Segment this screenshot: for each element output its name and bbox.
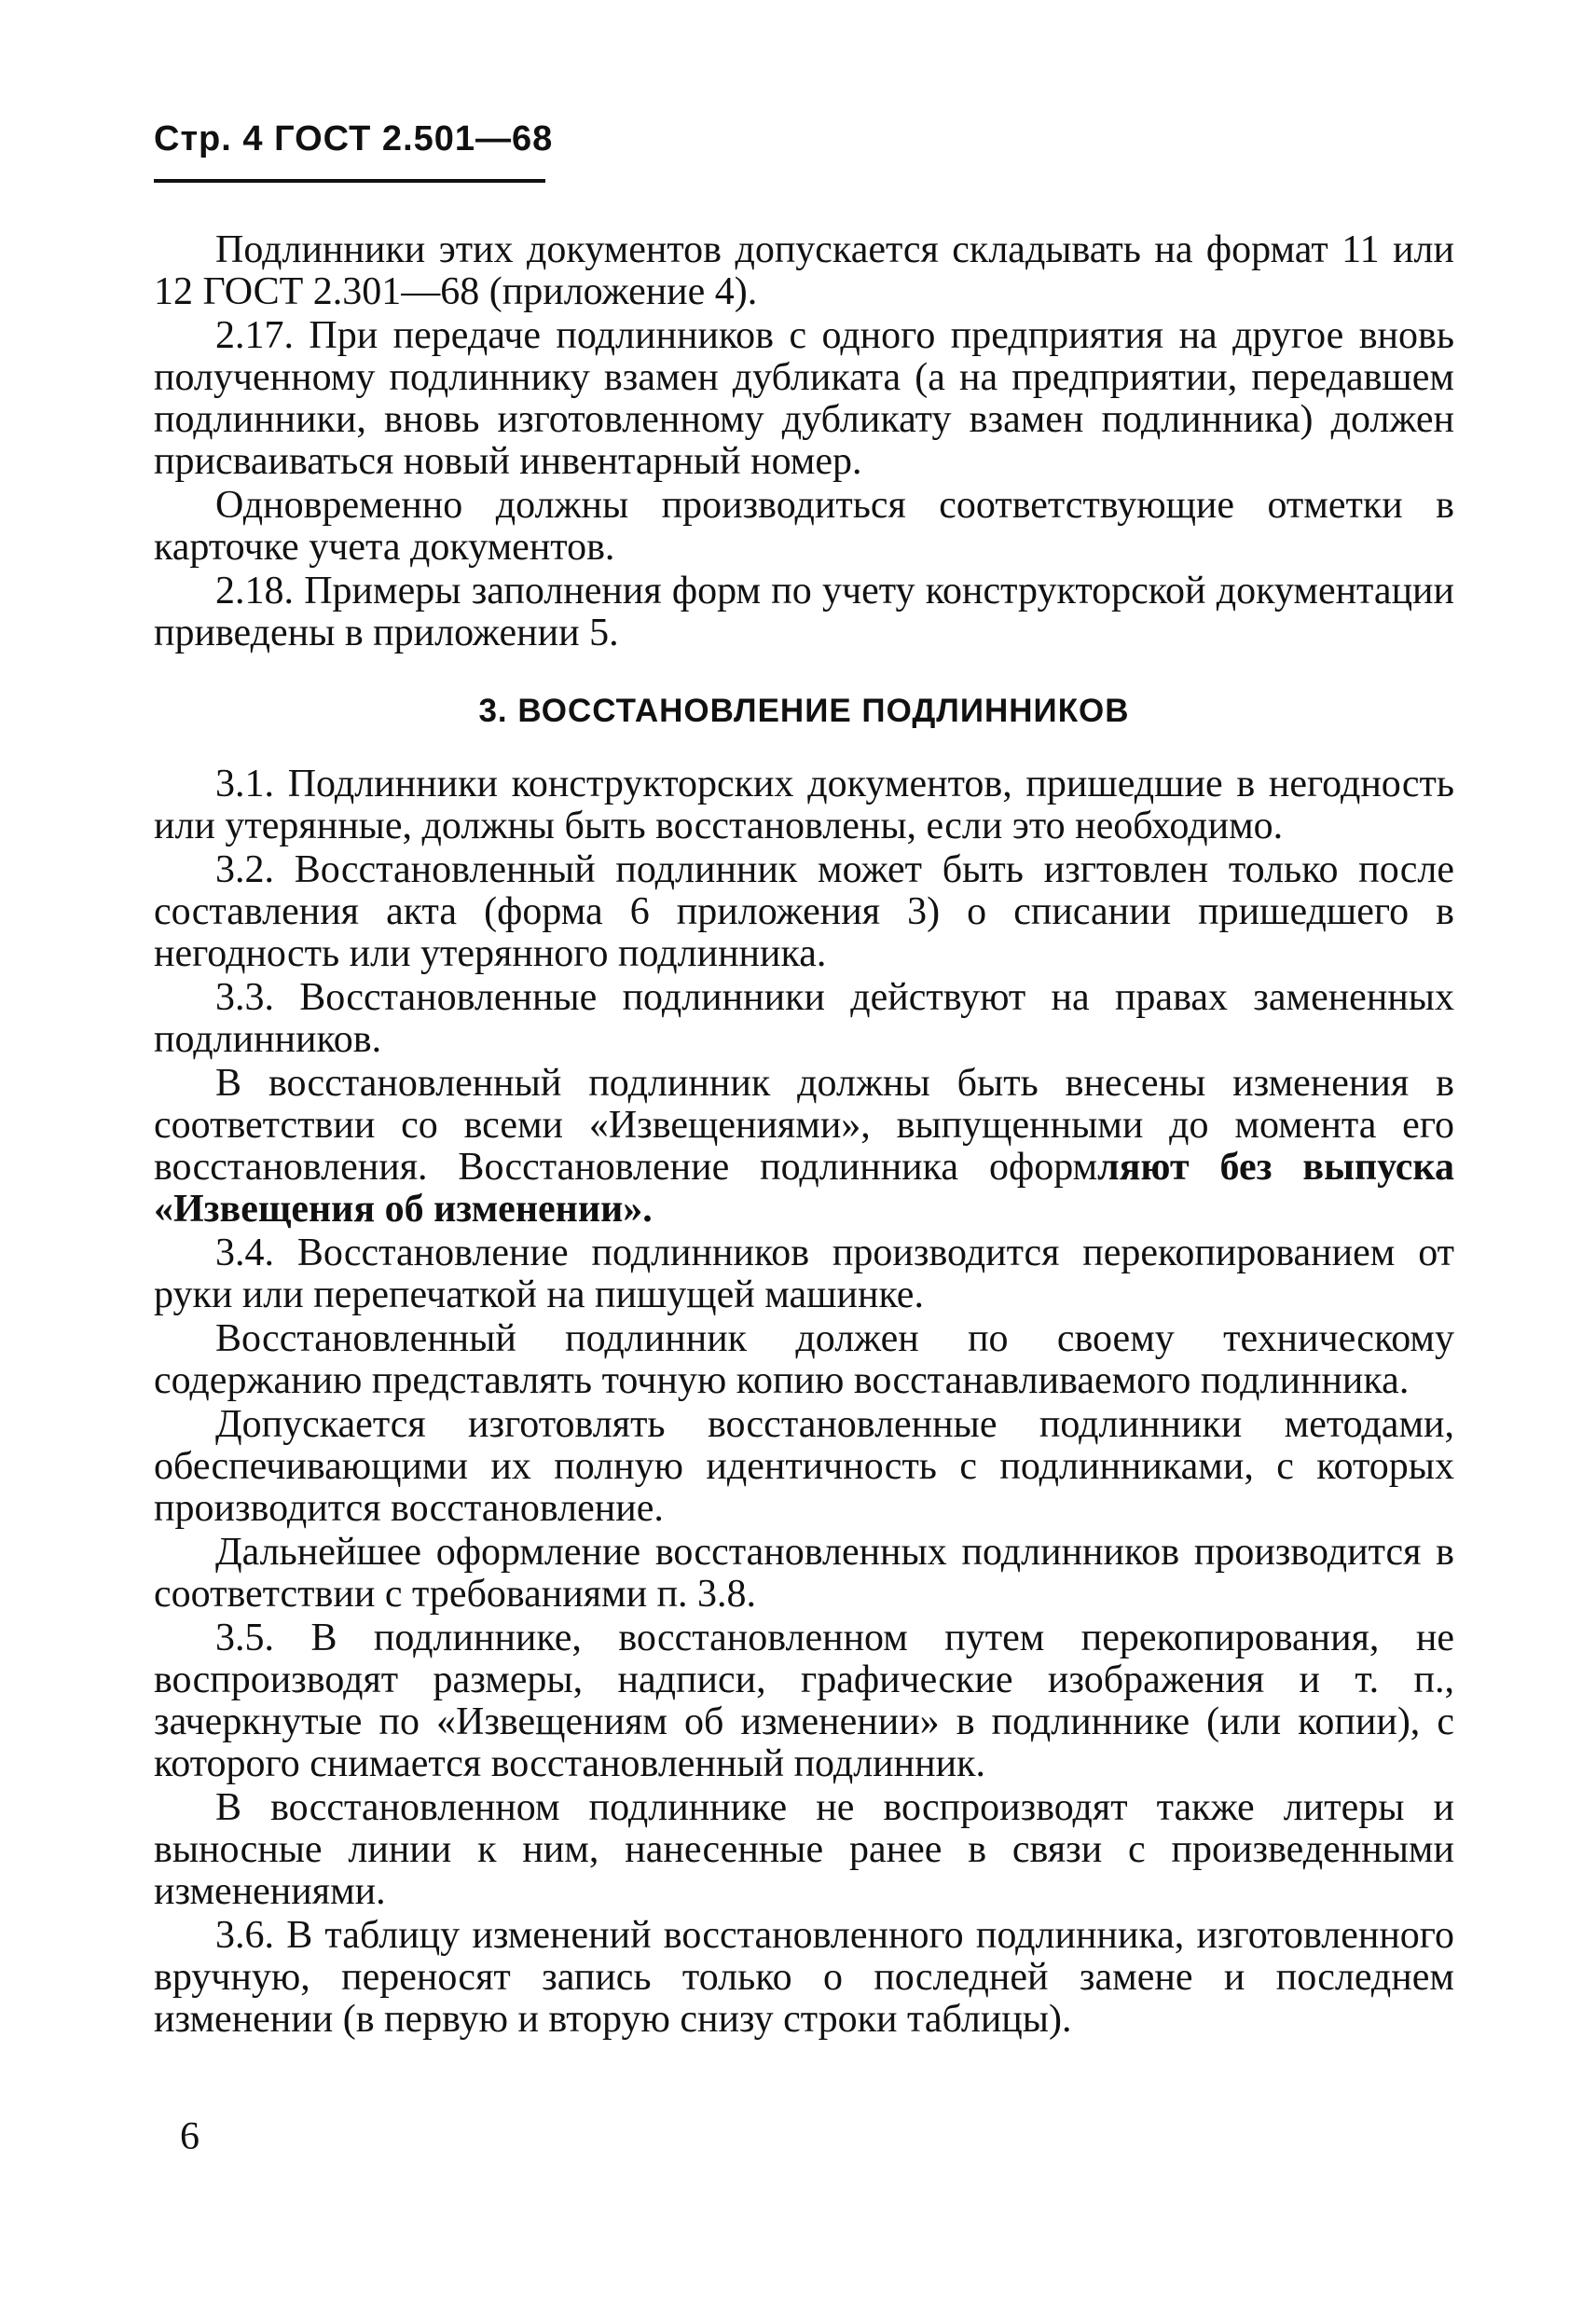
paragraph: Восстановленный подлинник должен по своему техническому содержанию представлять точную копию восстанавливаемого подлинника.	[154, 1317, 1454, 1402]
paragraph-text: В восстановленный подлинник должны быть внесены изменения в соответствии со всеми «Извещениями», выпущенными до момента его восстановления. Восстановление подлинника оформ	[154, 1062, 1454, 1189]
paragraph: Одновременно должны производиться соответствующие отметки в карточке учета документов.	[154, 484, 1454, 569]
body-text	[154, 229, 1454, 2043]
paragraph	[154, 1063, 1454, 1231]
paragraph: Дальнейшее оформление восстановленных подлинников производится в соответствии с требованиями п. 3.8.	[154, 1531, 1454, 1616]
paragraph-2-18: 2.18. Примеры заполнения форм по учету конструкторской документации приведены в приложении 5.	[154, 570, 1454, 654]
paragraph: Подлинники этих документов допускается складывать на формат 11 или 12 ГОСТ 2.301—68 (приложение 4).	[154, 228, 1454, 313]
paragraph-2-17: 2.17. При передаче подлинников с одного предприятия на другое вновь полученному подлиннику взамен дубликата (а на предприятии, передавшем подлинники, вновь изготовленному дубликату взамен подлинника) должен присваиваться новый инвентарный номер.	[154, 314, 1454, 483]
paragraph-3-2: 3.2. Восстановленный подлинник может быть изгтовлен только после составления акта (форма 6 приложения 3) о списании пришедшего в негодность или утерянного подлинника.	[154, 848, 1454, 975]
page-number: 6	[180, 2115, 200, 2158]
paragraph-3-1: 3.1. Подлинники конструкторских документов, пришедшие в негодность или утерянные, должны быть восстановлены, если это необходимо.	[154, 763, 1454, 847]
paragraph: В восстановленном подлиннике не воспроизводят также литеры и выносные линии к ним, нанесенные ранее в связи с произведенными изменениями.	[154, 1786, 1454, 1913]
page-header: Стр. 4 ГОСТ 2.501—68	[154, 119, 554, 158]
section-title: 3. ВОССТАНОВЛЕНИЕ ПОДЛИННИКОВ	[478, 693, 1130, 729]
header-rule	[154, 179, 545, 183]
bold-text: ляют без выпуска «Извещения об изменении».	[154, 1146, 1454, 1231]
paragraph-3-6: 3.6. В таблицу изменений восстановленного подлинника, изготовленного вручную, переносят запись только о последней замене и последнем изменении (в первую и вторую снизу строки таблицы).	[154, 1914, 1454, 2041]
paragraph-3-3: 3.3. Восстановленные подлинники действуют на правах замененных подлинников.	[154, 976, 1454, 1061]
paragraph-3-4: 3.4. Восстановление подлинников производится перекопированием от руки или перепечаткой на пишущей машинке.	[154, 1232, 1454, 1316]
paragraph-3-5: 3.5. В подлиннике, восстановленном путем перекопирования, не воспроизводят размеры, надписи, графические изображения и т. п., зачеркнутые по «Извещениям об изменении» в подлиннике (или копии), с которого снимается восстановленный подлинник.	[154, 1617, 1454, 1785]
paragraph: Допускается изготовлять восстановленные подлинники методами, обеспечивающими их полную идентичность с подлинниками, с которых производится восстановление.	[154, 1403, 1454, 1530]
